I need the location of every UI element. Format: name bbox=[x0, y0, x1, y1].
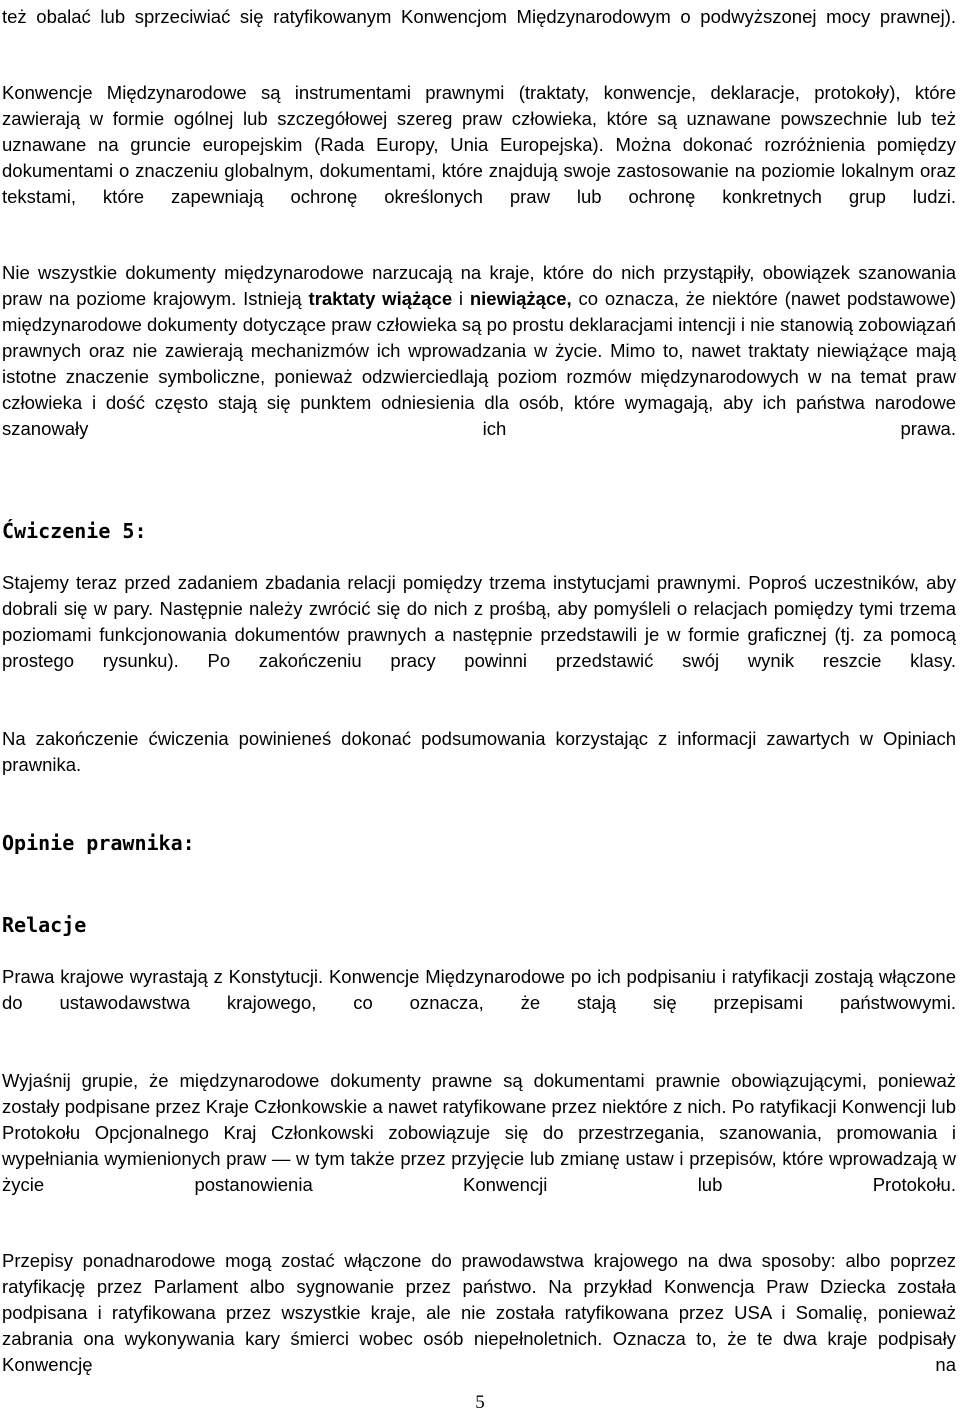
paragraph-exercise-task: Stajemy teraz przed zadaniem zbadania relacji pomiędzy trzema instytucjami prawnymi. Poproś uczestników, aby dobrali się w pary. Następnie należy zwrócić się do nich z prośbą, aby pomyśleli o relacjach pomiędzy tymi trzema poziomami funkcjonowania dokumentów prawnych a następnie przedstawili je w formie graficznej (tj. za pomocą prostego rysunku). Po zakończeniu pracy powinni przedstawić swój wynik reszcie klasy. bbox=[2, 572, 956, 671]
paragraph-national-law: Prawa krajowe wyrastają z Konstytucji. Konwencje Międzynarodowe po ich podpisaniu i ratyfikacji zostają włączone do ustawodawstwa krajowego, co oznacza, że stają się przepisami państwowymi. bbox=[2, 966, 956, 1013]
heading-lawyer-opinions: Opinie prawnika: bbox=[2, 831, 195, 855]
text-run: co oznacza, że niektóre (nawet podstawowe) międzynarodowe dokumenty dotyczące praw człowieka są po prostu deklaracjami intencji i nie stanowią zobowiązań prawnych oraz nie zawierają mechanizmów ich wprowadzania w życie. Mimo to, nawet traktaty niewiążące mają istotne znaczenie symboliczne, ponieważ odzwierciedlają poziom rozmów międzynarodowych w na temat praw człowieka i dość często stają się punktem odniesienia dla osób, które wymagają, aby ich państwa narodowe szanowały ich prawa. bbox=[2, 288, 956, 439]
paragraph-exercise-summary: Na zakończenie ćwiczenia powinieneś dokonać podsumowania korzystając z informacji zawartych w Opiniach prawnika. bbox=[2, 728, 956, 775]
heading-relations: Relacje bbox=[2, 913, 87, 937]
paragraph-explain-group: Wyjaśnij grupie, że międzynarodowe dokumenty prawne są dokumentami prawnie obowiązującymi, ponieważ zostały podpisane przez Kraje Członkowskie a nawet ratyfikowane przez niektóre z nich. Po ratyfikacji Konwencji lub Protokołu Opcjonalnego Kraj Członkowski zobowiązuje się do przestrzegania, szanowania, promowania i wypełniania wymienionych praw — w tym także przez przyjęcie lub zmianę ustaw i przepisów, które wprowadzają w życie postanowienia Konwencji lub Protokołu. bbox=[2, 1070, 956, 1195]
paragraph-supranational: Przepisy ponadnarodowe mogą zostać włączone do prawodawstwa krajowego na dwa sposoby: albo poprzez ratyfikację przez Parlament albo sygnowanie przez państwo. Na przykład Konwencja Praw Dziecka została podpisana i ratyfikowana przez wszystkie kraje, ale nie została ratyfikowana przez USA i Somalię, ponieważ zabrania ona wykonywania kary śmierci wobec osób niepełnoletnich. Oznacza to, że te dwa kraje podpisały Konwencję na bbox=[2, 1250, 956, 1375]
bold-run: niewiążące, bbox=[469, 288, 572, 309]
text-run: i bbox=[452, 288, 470, 309]
bold-run: traktaty wiążące bbox=[308, 288, 453, 309]
page-number: 5 bbox=[475, 1392, 485, 1413]
heading-exercise-5: Ćwiczenie 5: bbox=[2, 519, 147, 543]
paragraph-conventions: Konwencje Międzynarodowe są instrumentami prawnymi (traktaty, konwencje, deklaracje, protokoły), które zawierają w formie ogólnej lub szczegółowej szereg praw człowieka, które są uznawane powszechnie lub też uznawane na gruncie europejskim (Rada Europy, Unia Europejska). Można dokonać rozróżnienia pomiędzy dokumentami o znaczeniu globalnym, dokumentami, które znajdują swoje zastosowanie na poziomie lokalnym oraz tekstami, które zapewniają ochronę określonych praw lub ochronę konkretnych grup ludzi. bbox=[2, 82, 956, 207]
paragraph-continuation: też obalać lub sprzeciwiać się ratyfikowanym Konwencjom Międzynarodowym o podwyższonej mocy prawnej). bbox=[2, 6, 956, 27]
text-run: Nie wszystkie dokumenty międzynarodowe narzucają na kraje, które do nich przystąpiły, obowiązek szanowania praw na poziome krajowym. Istnieją bbox=[2, 262, 956, 309]
paragraph-binding-treaties bbox=[2, 260, 956, 468]
